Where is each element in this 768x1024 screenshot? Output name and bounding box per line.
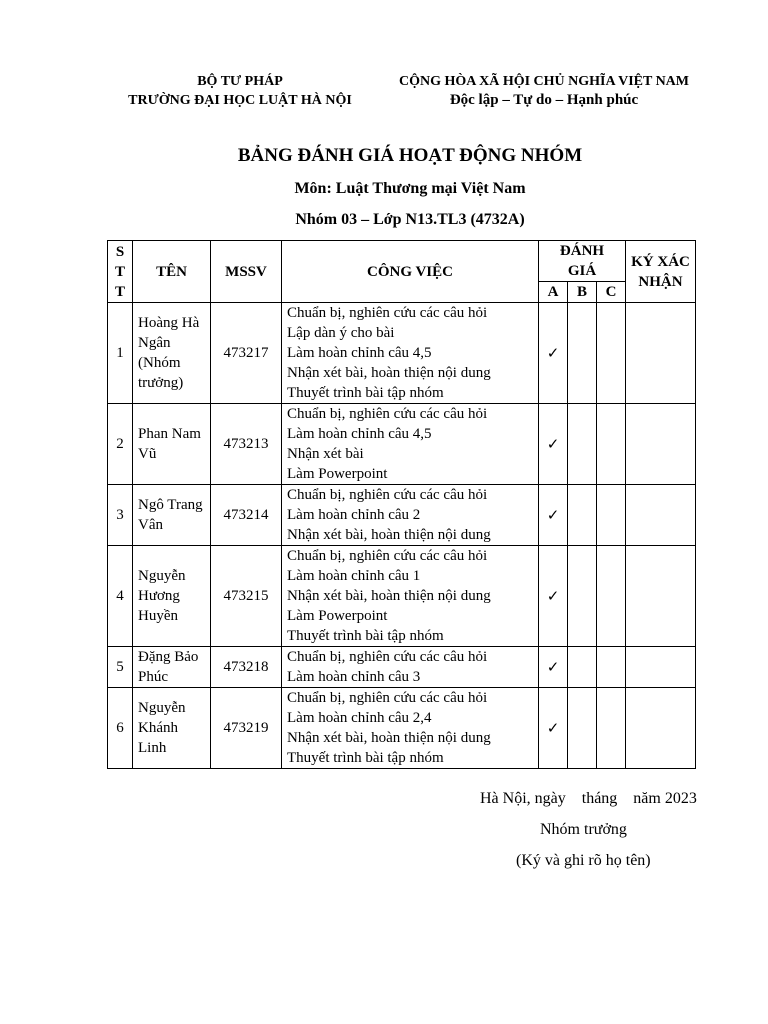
table-row (108, 647, 696, 688)
row-name: Nguyễn Khánh Linh (133, 688, 211, 769)
sign-cell (626, 647, 696, 688)
work-item: Nhận xét bài, hoàn thiện nội dung (287, 730, 491, 746)
work-item: Thuyết trình bài tập nhóm (287, 750, 444, 766)
work-item: Làm hoàn chỉnh câu 2 (287, 507, 421, 523)
leader-role: Nhóm trưởng (540, 821, 627, 838)
work-item: Lập dàn ý cho bài (287, 325, 395, 341)
table-row (108, 546, 696, 647)
row-stt: 3 (108, 485, 133, 546)
grade-b-cell (568, 546, 597, 647)
work-item: Nhận xét bài, hoàn thiện nội dung (287, 365, 491, 381)
work-item: Chuẩn bị, nghiên cứu các câu hỏi (287, 406, 488, 422)
work-item: Chuẩn bị, nghiên cứu các câu hỏi (287, 649, 488, 665)
work-item: Chuẩn bị, nghiên cứu các câu hỏi (287, 548, 488, 564)
grade-c-cell (597, 546, 626, 647)
row-mssv: 473214 (211, 485, 282, 546)
checkmark-icon: ✓ (539, 485, 568, 546)
stt-header: S T T (108, 241, 133, 303)
grade-c-cell (597, 485, 626, 546)
evaluation-table (107, 240, 696, 769)
work-header: CÔNG VIỆC (282, 241, 539, 303)
national-motto: Độc lập – Tự do – Hạnh phúc (449, 92, 639, 108)
checkmark-icon: ✓ (539, 303, 568, 404)
table-header-row (108, 241, 696, 282)
work-item: Làm hoàn chỉnh câu 3 (287, 669, 421, 685)
work-item: Nhận xét bài (287, 446, 364, 462)
grade-b-cell (568, 485, 597, 546)
row-name: Nguyễn Hương Huyền (133, 546, 211, 647)
row-work (282, 647, 539, 688)
sign-cell (626, 303, 696, 404)
table-row (108, 404, 696, 485)
table-row (108, 303, 696, 404)
work-item: Nhận xét bài, hoàn thiện nội dung (287, 588, 491, 604)
ministry-header (100, 72, 380, 110)
checkmark-icon: ✓ (539, 546, 568, 647)
row-stt: 4 (108, 546, 133, 647)
row-stt: 1 (108, 303, 133, 404)
sign-cell (626, 688, 696, 769)
row-name: Ngô Trang Vân (133, 485, 211, 546)
row-work (282, 546, 539, 647)
row-name: Đặng Bảo Phúc (133, 647, 211, 688)
work-item: Làm hoàn chỉnh câu 2,4 (287, 710, 432, 726)
grade-c-cell (597, 688, 626, 769)
grade-b-header: B (568, 282, 597, 303)
work-item: Nhận xét bài, hoàn thiện nội dung (287, 527, 491, 543)
sign-cell (626, 404, 696, 485)
row-work (282, 688, 539, 769)
row-mssv: 473219 (211, 688, 282, 769)
work-item: Chuẩn bị, nghiên cứu các câu hỏi (287, 690, 488, 706)
grade-b-cell (568, 404, 597, 485)
sign-cell (626, 546, 696, 647)
work-item: Làm hoàn chỉnh câu 1 (287, 568, 421, 584)
row-mssv: 473213 (211, 404, 282, 485)
work-item: Làm hoàn chỉnh câu 4,5 (287, 426, 432, 442)
grade-b-cell (568, 303, 597, 404)
name-header: TÊN (133, 241, 211, 303)
sign-header: KÝ XÁC NHẬN (626, 241, 696, 303)
row-mssv: 473217 (211, 303, 282, 404)
work-item: Làm Powerpoint (287, 466, 388, 482)
grade-c-cell (597, 647, 626, 688)
ministry-name: BỘ TƯ PHÁP (197, 74, 283, 89)
row-mssv: 473218 (211, 647, 282, 688)
table-row (108, 485, 696, 546)
grade-header: ĐÁNH GIÁ (539, 241, 626, 282)
work-item: Chuẩn bị, nghiên cứu các câu hỏi (287, 305, 488, 321)
grade-c-cell (597, 303, 626, 404)
checkmark-icon: ✓ (539, 404, 568, 485)
checkmark-icon: ✓ (539, 647, 568, 688)
checkmark-icon: ✓ (539, 688, 568, 769)
university-name: TRƯỜNG ĐẠI HỌC LUẬT HÀ NỘI (128, 93, 352, 108)
sign-cell (626, 485, 696, 546)
row-work (282, 485, 539, 546)
country-name: CỘNG HÒA XÃ HỘI CHỦ NGHĨA VIỆT NAM (398, 74, 689, 89)
national-header (372, 72, 716, 110)
group-line: Nhóm 03 – Lớp N13.TL3 (4732A) (295, 211, 525, 228)
grade-b-cell (568, 688, 597, 769)
grade-a-header: A (539, 282, 568, 303)
grade-c-cell (597, 404, 626, 485)
row-work (282, 303, 539, 404)
row-stt: 6 (108, 688, 133, 769)
work-item: Thuyết trình bài tập nhóm (287, 385, 444, 401)
signature-note: (Ký và ghi rõ họ tên) (516, 852, 651, 869)
grade-b-cell (568, 647, 597, 688)
row-stt: 5 (108, 647, 133, 688)
subject-line: Môn: Luật Thương mại Việt Nam (294, 180, 526, 197)
table-row (108, 688, 696, 769)
date-line: Hà Nội, ngày tháng năm 2023 (480, 790, 697, 807)
row-name: Phan Nam Vũ (133, 404, 211, 485)
work-item: Chuẩn bị, nghiên cứu các câu hỏi (287, 487, 488, 503)
grade-c-header: C (597, 282, 626, 303)
document-title: BẢNG ĐÁNH GIÁ HOẠT ĐỘNG NHÓM (237, 145, 583, 166)
work-item: Làm hoàn chỉnh câu 4,5 (287, 345, 432, 361)
row-name: Hoàng Hà Ngân (Nhóm trưởng) (133, 303, 211, 404)
work-item: Làm Powerpoint (287, 608, 388, 624)
row-mssv: 473215 (211, 546, 282, 647)
work-item: Thuyết trình bài tập nhóm (287, 628, 444, 644)
row-stt: 2 (108, 404, 133, 485)
mssv-header: MSSV (211, 241, 282, 303)
row-work (282, 404, 539, 485)
